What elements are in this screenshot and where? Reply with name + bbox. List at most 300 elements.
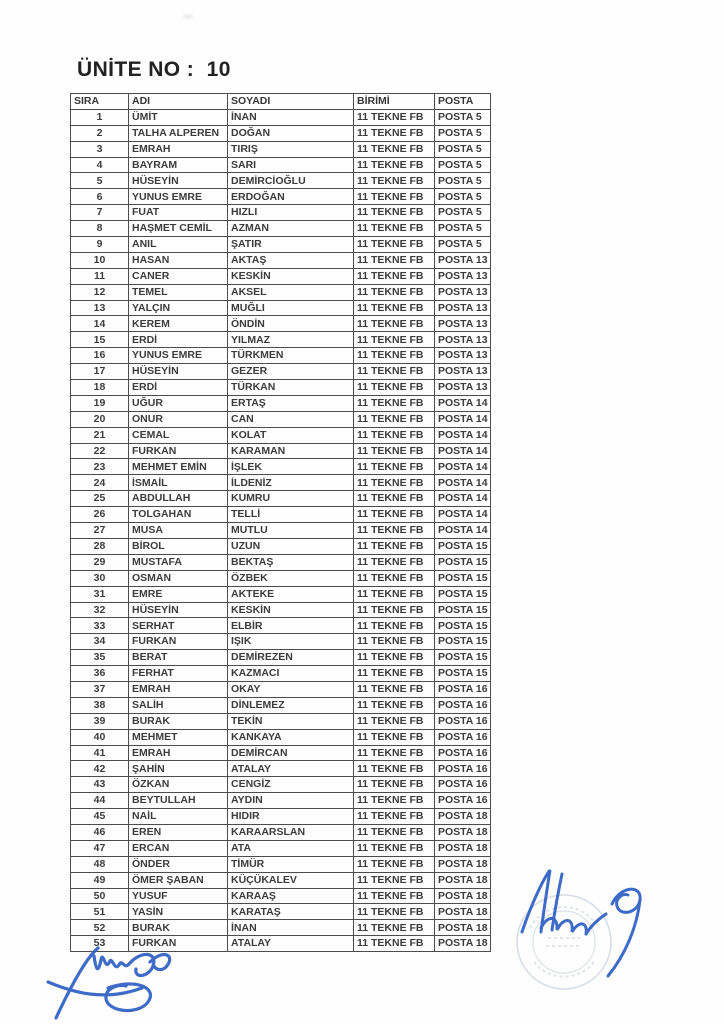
cell-posta: POSTA 15 [435, 570, 491, 586]
table-row [71, 618, 491, 634]
cell-birimi: 11 TEKNE FB [354, 936, 435, 952]
cell-soyadi: İŞLEK [228, 459, 354, 475]
cell-sira: 33 [71, 618, 129, 634]
cell-adi: FUAT [129, 205, 228, 221]
table-row [71, 904, 491, 920]
cell-sira: 14 [71, 316, 129, 332]
table-row [71, 364, 491, 380]
cell-sira: 44 [71, 793, 129, 809]
table-row [71, 872, 491, 888]
cell-sira: 17 [71, 364, 129, 380]
cell-adi: MEHMET EMİN [129, 459, 228, 475]
cell-adi: BAYRAM [129, 157, 228, 173]
table-row [71, 252, 491, 268]
cell-posta: POSTA 16 [435, 713, 491, 729]
table-row [71, 840, 491, 856]
cell-adi: FURKAN [129, 634, 228, 650]
table-row [71, 681, 491, 697]
cell-adi: FURKAN [129, 443, 228, 459]
cell-birimi: 11 TEKNE FB [354, 284, 435, 300]
cell-adi: HASAN [129, 252, 228, 268]
table-row [71, 125, 491, 141]
cell-sira: 40 [71, 729, 129, 745]
cell-soyadi: GEZER [228, 364, 354, 380]
cell-birimi: 11 TEKNE FB [354, 681, 435, 697]
cell-birimi: 11 TEKNE FB [354, 125, 435, 141]
cell-birimi: 11 TEKNE FB [354, 507, 435, 523]
cell-adi: ERDİ [129, 380, 228, 396]
cell-sira: 26 [71, 507, 129, 523]
cell-sira: 38 [71, 697, 129, 713]
cell-posta: POSTA 5 [435, 125, 491, 141]
cell-soyadi: ÖNDİN [228, 316, 354, 332]
cell-posta: POSTA 13 [435, 300, 491, 316]
cell-soyadi: KARATAŞ [228, 904, 354, 920]
cell-posta: POSTA 15 [435, 586, 491, 602]
cell-soyadi: HIDIR [228, 809, 354, 825]
cell-posta: POSTA 13 [435, 268, 491, 284]
cell-adi: YUSUF [129, 888, 228, 904]
cell-sira: 23 [71, 459, 129, 475]
cell-birimi: 11 TEKNE FB [354, 141, 435, 157]
cell-sira: 28 [71, 538, 129, 554]
table-row [71, 189, 491, 205]
cell-adi: CANER [129, 268, 228, 284]
cell-sira: 27 [71, 523, 129, 539]
cell-posta: POSTA 13 [435, 252, 491, 268]
table-row [71, 634, 491, 650]
cell-birimi: 11 TEKNE FB [354, 602, 435, 618]
cell-birimi: 11 TEKNE FB [354, 554, 435, 570]
cell-soyadi: ELBİR [228, 618, 354, 634]
table-row [71, 443, 491, 459]
cell-sira: 11 [71, 268, 129, 284]
cell-posta: POSTA 18 [435, 824, 491, 840]
cell-sira: 52 [71, 920, 129, 936]
cell-adi: BERAT [129, 650, 228, 666]
table-row [71, 936, 491, 952]
table-row [71, 586, 491, 602]
cell-soyadi: AZMAN [228, 221, 354, 237]
cell-soyadi: DEMİREZEN [228, 650, 354, 666]
cell-posta: POSTA 5 [435, 157, 491, 173]
cell-sira: 25 [71, 491, 129, 507]
cell-posta: POSTA 14 [435, 507, 491, 523]
cell-adi: EMRE [129, 586, 228, 602]
cell-sira: 9 [71, 237, 129, 253]
cell-posta: POSTA 18 [435, 809, 491, 825]
cell-birimi: 11 TEKNE FB [354, 300, 435, 316]
cell-sira: 19 [71, 395, 129, 411]
table-row [71, 491, 491, 507]
cell-posta: POSTA 16 [435, 681, 491, 697]
cell-posta: POSTA 5 [435, 221, 491, 237]
cell-soyadi: SARI [228, 157, 354, 173]
cell-birimi: 11 TEKNE FB [354, 411, 435, 427]
cell-posta: POSTA 16 [435, 729, 491, 745]
cell-adi: ÖNDER [129, 856, 228, 872]
table-row [71, 538, 491, 554]
cell-posta: POSTA 5 [435, 205, 491, 221]
table-row [71, 507, 491, 523]
table-row [71, 713, 491, 729]
column-header: POSTA [435, 94, 491, 110]
cell-posta: POSTA 14 [435, 411, 491, 427]
cell-adi: YALÇIN [129, 300, 228, 316]
table-row [71, 380, 491, 396]
cell-birimi: 11 TEKNE FB [354, 904, 435, 920]
cell-soyadi: TÜRKMEN [228, 348, 354, 364]
cell-birimi: 11 TEKNE FB [354, 538, 435, 554]
cell-sira: 16 [71, 348, 129, 364]
cell-birimi: 11 TEKNE FB [354, 793, 435, 809]
cell-posta: POSTA 15 [435, 554, 491, 570]
cell-birimi: 11 TEKNE FB [354, 618, 435, 634]
cell-posta: POSTA 14 [435, 427, 491, 443]
cell-posta: POSTA 16 [435, 761, 491, 777]
cell-birimi: 11 TEKNE FB [354, 729, 435, 745]
table-row [71, 459, 491, 475]
cell-sira: 37 [71, 681, 129, 697]
cell-sira: 45 [71, 809, 129, 825]
cell-birimi: 11 TEKNE FB [354, 840, 435, 856]
cell-birimi: 11 TEKNE FB [354, 205, 435, 221]
cell-sira: 30 [71, 570, 129, 586]
column-header: BİRİMİ [354, 94, 435, 110]
table-row [71, 777, 491, 793]
table-row [71, 109, 491, 125]
cell-soyadi: CAN [228, 411, 354, 427]
cell-sira: 18 [71, 380, 129, 396]
column-header: SOYADI [228, 94, 354, 110]
cell-sira: 46 [71, 824, 129, 840]
table-row [71, 793, 491, 809]
scan-artifact [183, 14, 193, 19]
cell-soyadi: KESKİN [228, 268, 354, 284]
table-row [71, 395, 491, 411]
cell-adi: TALHA ALPEREN [129, 125, 228, 141]
cell-birimi: 11 TEKNE FB [354, 666, 435, 682]
table-row [71, 745, 491, 761]
cell-sira: 1 [71, 109, 129, 125]
cell-posta: POSTA 16 [435, 745, 491, 761]
cell-adi: ONUR [129, 411, 228, 427]
table-row [71, 268, 491, 284]
table-row [71, 824, 491, 840]
column-header: ADI [129, 94, 228, 110]
cell-adi: ANIL [129, 237, 228, 253]
cell-birimi: 11 TEKNE FB [354, 252, 435, 268]
cell-soyadi: İLDENİZ [228, 475, 354, 491]
cell-soyadi: DİNLEMEZ [228, 697, 354, 713]
cell-posta: POSTA 15 [435, 538, 491, 554]
cell-soyadi: ERDOĞAN [228, 189, 354, 205]
cell-posta: POSTA 14 [435, 475, 491, 491]
cell-posta: POSTA 14 [435, 443, 491, 459]
table-body [71, 109, 491, 951]
cell-sira: 51 [71, 904, 129, 920]
cell-adi: SERHAT [129, 618, 228, 634]
cell-adi: ABDULLAH [129, 491, 228, 507]
cell-soyadi: KANKAYA [228, 729, 354, 745]
cell-sira: 13 [71, 300, 129, 316]
table-row [71, 729, 491, 745]
cell-birimi: 11 TEKNE FB [354, 745, 435, 761]
cell-soyadi: AKTEKE [228, 586, 354, 602]
cell-posta: POSTA 14 [435, 395, 491, 411]
table-row [71, 411, 491, 427]
table-row [71, 650, 491, 666]
cell-birimi: 11 TEKNE FB [354, 777, 435, 793]
table-row [71, 666, 491, 682]
cell-soyadi: ATALAY [228, 936, 354, 952]
cell-birimi: 11 TEKNE FB [354, 268, 435, 284]
cell-sira: 41 [71, 745, 129, 761]
cell-adi: EMRAH [129, 141, 228, 157]
cell-posta: POSTA 13 [435, 316, 491, 332]
cell-birimi: 11 TEKNE FB [354, 237, 435, 253]
cell-birimi: 11 TEKNE FB [354, 173, 435, 189]
cell-sira: 43 [71, 777, 129, 793]
cell-soyadi: OKAY [228, 681, 354, 697]
cell-posta: POSTA 18 [435, 840, 491, 856]
cell-birimi: 11 TEKNE FB [354, 872, 435, 888]
cell-soyadi: AYDIN [228, 793, 354, 809]
cell-soyadi: TEKİN [228, 713, 354, 729]
cell-adi: MUSA [129, 523, 228, 539]
cell-adi: ÖZKAN [129, 777, 228, 793]
table-row [71, 316, 491, 332]
cell-sira: 32 [71, 602, 129, 618]
cell-soyadi: KARAMAN [228, 443, 354, 459]
cell-adi: BİROL [129, 538, 228, 554]
cell-soyadi: UZUN [228, 538, 354, 554]
table-row [71, 300, 491, 316]
cell-posta: POSTA 15 [435, 634, 491, 650]
cell-birimi: 11 TEKNE FB [354, 316, 435, 332]
cell-birimi: 11 TEKNE FB [354, 364, 435, 380]
cell-adi: EMRAH [129, 745, 228, 761]
table-row [71, 141, 491, 157]
cell-sira: 50 [71, 888, 129, 904]
cell-posta: POSTA 15 [435, 650, 491, 666]
cell-soyadi: AKSEL [228, 284, 354, 300]
cell-adi: BURAK [129, 713, 228, 729]
cell-adi: CEMAL [129, 427, 228, 443]
table-row [71, 157, 491, 173]
cell-posta: POSTA 16 [435, 777, 491, 793]
cell-birimi: 11 TEKNE FB [354, 920, 435, 936]
table-row [71, 570, 491, 586]
cell-birimi: 11 TEKNE FB [354, 888, 435, 904]
table-row [71, 920, 491, 936]
cell-sira: 15 [71, 332, 129, 348]
cell-posta: POSTA 5 [435, 173, 491, 189]
cell-sira: 31 [71, 586, 129, 602]
cell-posta: POSTA 18 [435, 936, 491, 952]
cell-soyadi: HIZLI [228, 205, 354, 221]
cell-soyadi: BEKTAŞ [228, 554, 354, 570]
cell-soyadi: DEMİRCAN [228, 745, 354, 761]
table-row [71, 697, 491, 713]
column-header: SIRA [71, 94, 129, 110]
cell-sira: 21 [71, 427, 129, 443]
cell-adi: UĞUR [129, 395, 228, 411]
cell-adi: MUSTAFA [129, 554, 228, 570]
table-row [71, 427, 491, 443]
cell-soyadi: KOLAT [228, 427, 354, 443]
cell-adi: OSMAN [129, 570, 228, 586]
table-row [71, 602, 491, 618]
cell-adi: FURKAN [129, 936, 228, 952]
cell-posta: POSTA 5 [435, 141, 491, 157]
table-header-row [71, 94, 491, 110]
cell-birimi: 11 TEKNE FB [354, 761, 435, 777]
cell-soyadi: İNAN [228, 109, 354, 125]
cell-posta: POSTA 5 [435, 109, 491, 125]
cell-posta: POSTA 15 [435, 666, 491, 682]
signature-right-icon [514, 868, 674, 998]
cell-sira: 47 [71, 840, 129, 856]
cell-birimi: 11 TEKNE FB [354, 570, 435, 586]
cell-soyadi: TİMÜR [228, 856, 354, 872]
cell-soyadi: ÖZBEK [228, 570, 354, 586]
cell-birimi: 11 TEKNE FB [354, 443, 435, 459]
cell-soyadi: AKTAŞ [228, 252, 354, 268]
cell-sira: 36 [71, 666, 129, 682]
cell-birimi: 11 TEKNE FB [354, 650, 435, 666]
cell-soyadi: TELLİ [228, 507, 354, 523]
cell-posta: POSTA 13 [435, 364, 491, 380]
cell-adi: BEYTULLAH [129, 793, 228, 809]
cell-posta: POSTA 18 [435, 856, 491, 872]
cell-birimi: 11 TEKNE FB [354, 189, 435, 205]
cell-adi: ÜMİT [129, 109, 228, 125]
cell-sira: 12 [71, 284, 129, 300]
cell-posta: POSTA 5 [435, 189, 491, 205]
cell-soyadi: KUMRU [228, 491, 354, 507]
cell-soyadi: IŞIK [228, 634, 354, 650]
cell-birimi: 11 TEKNE FB [354, 523, 435, 539]
cell-adi: TOLGAHAN [129, 507, 228, 523]
cell-soyadi: TÜRKAN [228, 380, 354, 396]
cell-sira: 20 [71, 411, 129, 427]
cell-soyadi: İNAN [228, 920, 354, 936]
cell-posta: POSTA 14 [435, 491, 491, 507]
table-row [71, 856, 491, 872]
cell-sira: 2 [71, 125, 129, 141]
cell-adi: HÜSEYİN [129, 602, 228, 618]
cell-birimi: 11 TEKNE FB [354, 475, 435, 491]
cell-soyadi: CENGİZ [228, 777, 354, 793]
cell-adi: İSMAİL [129, 475, 228, 491]
page-title: ÜNİTE NO : 10 [77, 58, 231, 81]
cell-posta: POSTA 15 [435, 602, 491, 618]
cell-adi: TEMEL [129, 284, 228, 300]
table-row [71, 205, 491, 221]
cell-sira: 34 [71, 634, 129, 650]
cell-birimi: 11 TEKNE FB [354, 634, 435, 650]
cell-sira: 22 [71, 443, 129, 459]
cell-soyadi: YILMAZ [228, 332, 354, 348]
cell-sira: 53 [71, 936, 129, 952]
cell-soyadi: TIRIŞ [228, 141, 354, 157]
cell-birimi: 11 TEKNE FB [354, 157, 435, 173]
cell-sira: 8 [71, 221, 129, 237]
cell-adi: YASİN [129, 904, 228, 920]
cell-birimi: 11 TEKNE FB [354, 697, 435, 713]
cell-birimi: 11 TEKNE FB [354, 856, 435, 872]
cell-adi: ÖMER ŞABAN [129, 872, 228, 888]
cell-birimi: 11 TEKNE FB [354, 491, 435, 507]
cell-soyadi: ERTAŞ [228, 395, 354, 411]
table-row [71, 221, 491, 237]
table-row [71, 888, 491, 904]
cell-adi: ERCAN [129, 840, 228, 856]
cell-adi: HÜSEYİN [129, 173, 228, 189]
cell-posta: POSTA 16 [435, 793, 491, 809]
cell-birimi: 11 TEKNE FB [354, 809, 435, 825]
cell-soyadi: ATA [228, 840, 354, 856]
cell-adi: MEHMET [129, 729, 228, 745]
cell-soyadi: MUTLU [228, 523, 354, 539]
signature-left-icon [46, 942, 196, 1024]
cell-posta: POSTA 13 [435, 380, 491, 396]
cell-adi: YUNUS EMRE [129, 189, 228, 205]
cell-soyadi: ŞATIR [228, 237, 354, 253]
cell-adi: HAŞMET CEMİL [129, 221, 228, 237]
cell-posta: POSTA 14 [435, 459, 491, 475]
cell-posta: POSTA 14 [435, 523, 491, 539]
cell-posta: POSTA 18 [435, 904, 491, 920]
cell-birimi: 11 TEKNE FB [354, 395, 435, 411]
cell-adi: YUNUS EMRE [129, 348, 228, 364]
cell-sira: 39 [71, 713, 129, 729]
cell-birimi: 11 TEKNE FB [354, 109, 435, 125]
table-header [71, 94, 491, 110]
cell-soyadi: DEMİRCİOĞLU [228, 173, 354, 189]
cell-adi: EREN [129, 824, 228, 840]
table-row [71, 284, 491, 300]
cell-posta: POSTA 13 [435, 348, 491, 364]
cell-posta: POSTA 18 [435, 872, 491, 888]
cell-adi: HÜSEYİN [129, 364, 228, 380]
table-row [71, 173, 491, 189]
cell-birimi: 11 TEKNE FB [354, 221, 435, 237]
cell-birimi: 11 TEKNE FB [354, 459, 435, 475]
table-row [71, 761, 491, 777]
cell-soyadi: KESKİN [228, 602, 354, 618]
table-row [71, 475, 491, 491]
cell-soyadi: DOĞAN [228, 125, 354, 141]
roster-table [70, 93, 491, 952]
cell-posta: POSTA 16 [435, 697, 491, 713]
cell-sira: 5 [71, 173, 129, 189]
cell-sira: 4 [71, 157, 129, 173]
cell-sira: 24 [71, 475, 129, 491]
cell-birimi: 11 TEKNE FB [354, 586, 435, 602]
cell-adi: ERDİ [129, 332, 228, 348]
cell-sira: 49 [71, 872, 129, 888]
cell-birimi: 11 TEKNE FB [354, 332, 435, 348]
cell-soyadi: MUĞLI [228, 300, 354, 316]
table-row [71, 554, 491, 570]
cell-adi: ŞAHİN [129, 761, 228, 777]
cell-soyadi: KÜÇÜKALEV [228, 872, 354, 888]
table-row [71, 237, 491, 253]
stamp-icon [517, 895, 611, 989]
cell-adi: NAİL [129, 809, 228, 825]
